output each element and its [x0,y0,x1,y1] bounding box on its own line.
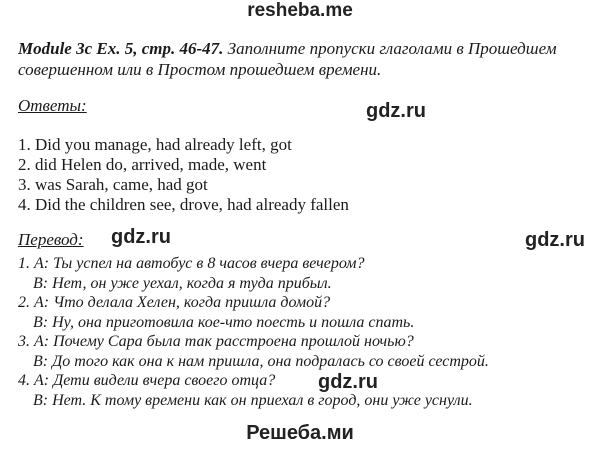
translation-answer: В: Ну, она приготовила кое-что поесть и пошла спать. [33,313,415,331]
watermark-gdz: gdz.ru [525,229,585,251]
exercise-instruction: Заполните пропуски глаголами в Прошедшем совершенном или в Простом прошедшем времени. [18,39,557,79]
translation-label: Перевод: [18,230,84,249]
answer-item: 1. Did you manage, had already left, got [18,135,292,154]
watermark-resheba-ru: Решеба.ми [246,422,354,444]
translation-list [18,254,489,410]
watermark-gdz: gdz.ru [318,371,378,393]
translation-question: 3. А: Почему Сара была так расстроена прошлой ночью? [18,333,414,350]
answers-label: Ответы: [18,96,87,115]
watermark-resheba: resheba.me [247,0,353,21]
answer-item: 3. was Sarah, came, had got [18,175,208,194]
translation-answer: В: Нет, он уже уехал, когда я туда прибыл. [33,274,332,292]
exercise-title: Module 3c Ex. 5, стр. 46-47. [18,39,224,58]
translation-answer: В: Нет. К тому времени как он приехал в город, они уже уснули. [33,391,473,409]
watermark-gdz: gdz.ru [111,226,171,248]
watermark-gdz: gdz.ru [366,100,426,122]
answer-item: 4. Did the children see, drove, had already fallen [18,195,349,214]
exercise-header [18,38,593,80]
answer-item: 2. did Helen do, arrived, made, went [18,155,267,174]
answers-list [18,135,349,215]
translation-question: 1. А: Ты успел на автобус в 8 часов вчера вечером? [18,255,365,272]
translation-question: 2. А: Что делала Хелен, когда пришла домой? [18,294,331,311]
translation-question: 4. А: Дети видели вчера своего отца? [18,372,276,389]
translation-answer: В: До того как она к нам пришла, она подралась со своей сестрой. [33,352,489,370]
